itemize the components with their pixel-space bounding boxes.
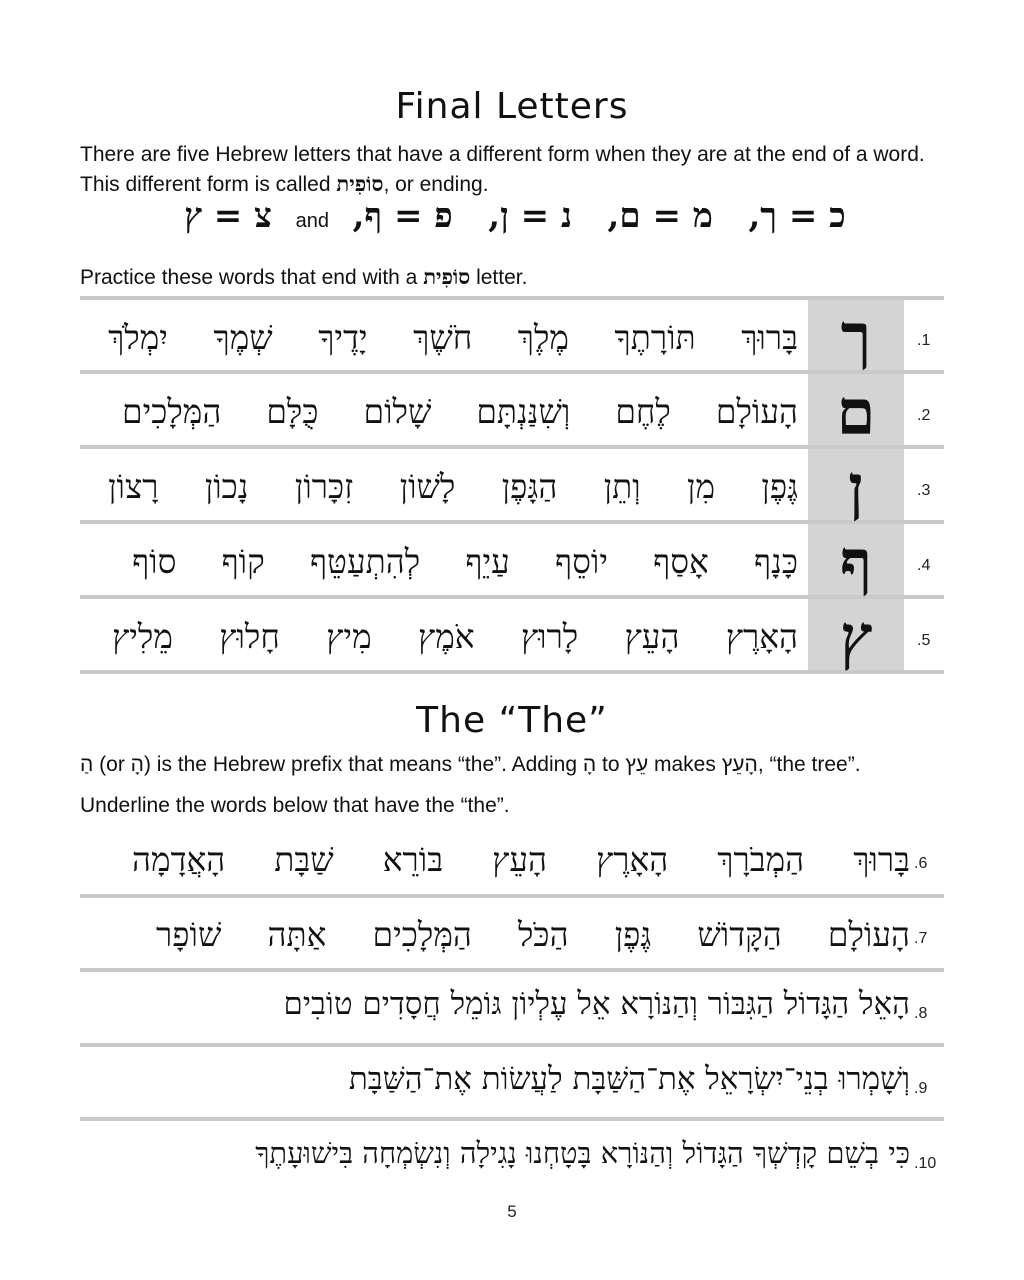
hebrew-word: יוֹסֵף (555, 542, 608, 581)
intro-hebrew-word: סוֹפִית (336, 171, 384, 196)
hebrew-word: אַתָּה (267, 915, 327, 954)
sentence-row-10: כִּי בְשֵׁם קָדְשְׁךָ הַגָּדוֹל וְהַנּוֹרָא בָּטָחְנוּ נָגִילָה וְנִשְׂמְחָה בִּישׁוּעָתֶךָ (255, 1136, 910, 1170)
row-number: .6 (914, 855, 928, 872)
word-row-2 (122, 386, 798, 438)
divider (80, 894, 944, 898)
final-letter-nun: ן (848, 451, 864, 524)
row-number: .9 (914, 1080, 928, 1097)
hebrew-word: הָאָרֶץ (725, 617, 798, 656)
hebrew-word: רָצוֹן (108, 467, 159, 506)
word-row-4 (132, 536, 798, 588)
hebrew-word: גֶּפֶן (614, 915, 652, 954)
word-row-6 (132, 834, 910, 886)
hebrew-word: הָאֲדָמָה (132, 840, 226, 879)
hebrew-word: בָּרוּךְ (853, 840, 910, 879)
row-number: .3 (917, 482, 931, 499)
hebrew-word: לֶחֶם (615, 392, 671, 431)
hebrew-word: כָּנָף (754, 542, 798, 581)
final-letter-mem: ם (836, 376, 876, 449)
equation-pair: מ = ם, (607, 196, 713, 236)
hebrew-word: מִן (687, 467, 716, 506)
hebrew-word: בָּרוּךְ (741, 318, 798, 357)
final-letter-equation (80, 196, 950, 236)
hebrew-word: קוֹף (221, 542, 265, 581)
hebrew-word: עַיֵף (465, 542, 510, 581)
hebrew-word: וְתֵן (603, 467, 641, 506)
word-row-1 (108, 312, 798, 364)
equation-pair: כ = ך, (748, 196, 846, 236)
practice-text-2: letter. (470, 266, 528, 289)
hebrew-word: הַכֹּל (518, 915, 569, 954)
the-explanation: הַ (or הָ) is the Hebrew prefix that means “the”. Adding הָ to עֵץ makes הָעֵץ, “the tree”. (80, 753, 861, 776)
hebrew-word: וְשִׁנַּנְתָּם (476, 392, 571, 431)
hebrew-word: הַמְּלָכִים (372, 915, 472, 954)
final-letter-pe: ף (839, 526, 873, 599)
hebrew-word: זִכָּרוֹן (294, 467, 354, 506)
page-number: 5 (507, 1202, 517, 1221)
hebrew-word: הָעוֹלָם (715, 392, 798, 431)
hebrew-word: הַקָּדוֹשׁ (697, 915, 782, 954)
hebrew-word: מֶלֶךְ (517, 318, 569, 357)
row-number: .8 (914, 1005, 928, 1022)
hebrew-word: לָרוּץ (520, 617, 579, 656)
final-letter-kaf: ך (840, 300, 872, 373)
practice-hebrew-word: סוֹפִית (423, 264, 471, 289)
practice-text-1: Practice these words that end with a (80, 266, 424, 289)
hebrew-word: שָׁלוֹם (363, 392, 432, 431)
hebrew-word: שְׁמֶךָ (213, 318, 273, 357)
hebrew-word: נָכוֹן (204, 467, 249, 506)
section-title-final-letters: Final Letters (395, 86, 629, 127)
equation-and: and (295, 210, 329, 232)
hebrew-word: הַמְּלָכִים (122, 392, 222, 431)
hebrew-word: מֵלִיץ (112, 617, 173, 656)
hebrew-word: אֹמֶץ (418, 617, 475, 656)
divider (80, 1043, 944, 1047)
hebrew-word: שַׁבָּת (274, 840, 334, 879)
row-number: .7 (914, 930, 928, 947)
equation-pair: פ = ף, (352, 196, 453, 236)
hebrew-word: הַגָּפֶן (501, 467, 558, 506)
hebrew-word: שׁוֹפָר (156, 915, 222, 954)
hebrew-word: חֹשֶׁךְ (413, 318, 473, 357)
intro-text-1: There are five Hebrew letters that have a different form when they are at the end of a word. This different form is called (80, 143, 925, 196)
hebrew-word: לָשׁוֹן (399, 467, 456, 506)
divider (80, 1117, 944, 1121)
row-number: .5 (917, 632, 931, 649)
sentence-row-9: וְשָׁמְרוּ בְנֵי־יִשְׂרָאֵל אֶת־הַשַּׁבָּת לַעֲשׂוֹת אֶת־הַשַּׁבָּת (348, 1061, 910, 1097)
hebrew-word: אָסַף (653, 542, 709, 581)
sentence-row-8: הָאֵל הַגָּדוֹל הַגִּבּוֹר וְהַנּוֹרָא אֵל עֶלְיוֹן גּוֹמֵל חֲסָדִים טוֹבִים (283, 986, 910, 1022)
hebrew-word: בּוֹרֵא (382, 840, 444, 879)
row-number: .1 (917, 332, 931, 349)
row-number: .10 (914, 1155, 937, 1172)
intro-text-2: , or ending. (383, 173, 489, 196)
word-row-5 (112, 611, 798, 663)
practice-instruction (80, 262, 950, 292)
section-title-the: The “The” (416, 700, 608, 741)
row-number: .2 (917, 407, 931, 424)
hebrew-word: סוֹף (132, 542, 177, 581)
intro-paragraph (80, 140, 950, 199)
hebrew-word: כֻּלָּם (266, 392, 319, 431)
word-row-3 (108, 461, 798, 513)
row-number: .4 (917, 557, 931, 574)
hebrew-word: יָדֶיךָ (318, 318, 368, 357)
hebrew-word: יִמְלֹךְ (108, 318, 168, 357)
hebrew-word: הָעֵץ (492, 840, 548, 879)
underline-instruction: Underline the words below that have the “the”. (80, 794, 510, 817)
hebrew-word: הָעֵץ (624, 617, 680, 656)
hebrew-word: מִיץ (326, 617, 372, 656)
hebrew-word: חָלוּץ (219, 617, 280, 656)
divider (80, 968, 944, 972)
hebrew-word: גֶּפֶן (761, 467, 798, 506)
hebrew-word: הָעוֹלָם (827, 915, 910, 954)
equation-pair: צ = ץ (184, 196, 272, 236)
hebrew-word: הָאָרֶץ (596, 840, 669, 879)
hebrew-word: הַמְבֹרָךְ (717, 840, 805, 879)
hebrew-word: לְהִתְעַטֵּף (309, 542, 421, 581)
word-row-7 (156, 909, 910, 961)
final-letter-tsadi: ץ (839, 601, 873, 674)
equation-pair: נ = ן, (488, 196, 573, 236)
hebrew-word: תּוֹרָתֶךָ (614, 318, 696, 357)
